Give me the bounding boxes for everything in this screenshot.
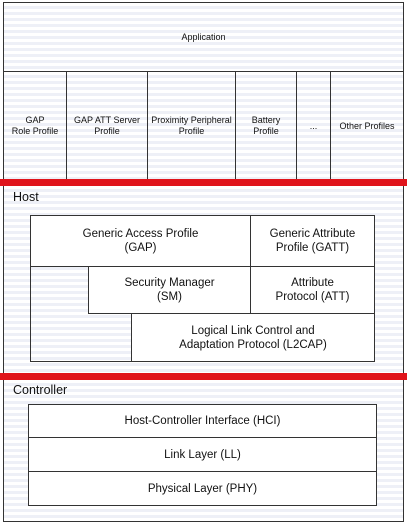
application-label: Application (181, 31, 226, 42)
ll-box: Link Layer (LL) (28, 437, 377, 472)
host-label: Host (13, 190, 39, 204)
host-outline-left (30, 266, 31, 362)
controller-separator (0, 373, 407, 380)
sm-box: Security Manager (SM) (88, 266, 251, 314)
profile-proximity-peripheral: Proximity Peripheral Profile (147, 71, 236, 181)
phy-box: Physical Layer (PHY) (28, 471, 377, 506)
profile-gap-att-server: GAP ATT Server Profile (66, 71, 148, 181)
host-outline-bottom (30, 361, 132, 362)
gatt-box: Generic Attribute Profile (GATT) (250, 215, 375, 267)
profile-gap-role: GAP Role Profile (3, 71, 67, 181)
hci-box: Host-Controller Interface (HCI) (28, 404, 377, 438)
host-separator (0, 179, 407, 186)
gap-box: Generic Access Profile (GAP) (30, 215, 251, 267)
att-box: Attribute Protocol (ATT) (250, 266, 375, 314)
l2cap-box: Logical Link Control and Adaptation Protocol (L2CAP) (131, 313, 375, 362)
application-box (3, 2, 404, 72)
profile-ellipsis: ... (296, 71, 331, 181)
profile-battery: Battery Profile (235, 71, 297, 181)
profile-other: Other Profiles (330, 71, 404, 181)
controller-label: Controller (13, 383, 68, 397)
